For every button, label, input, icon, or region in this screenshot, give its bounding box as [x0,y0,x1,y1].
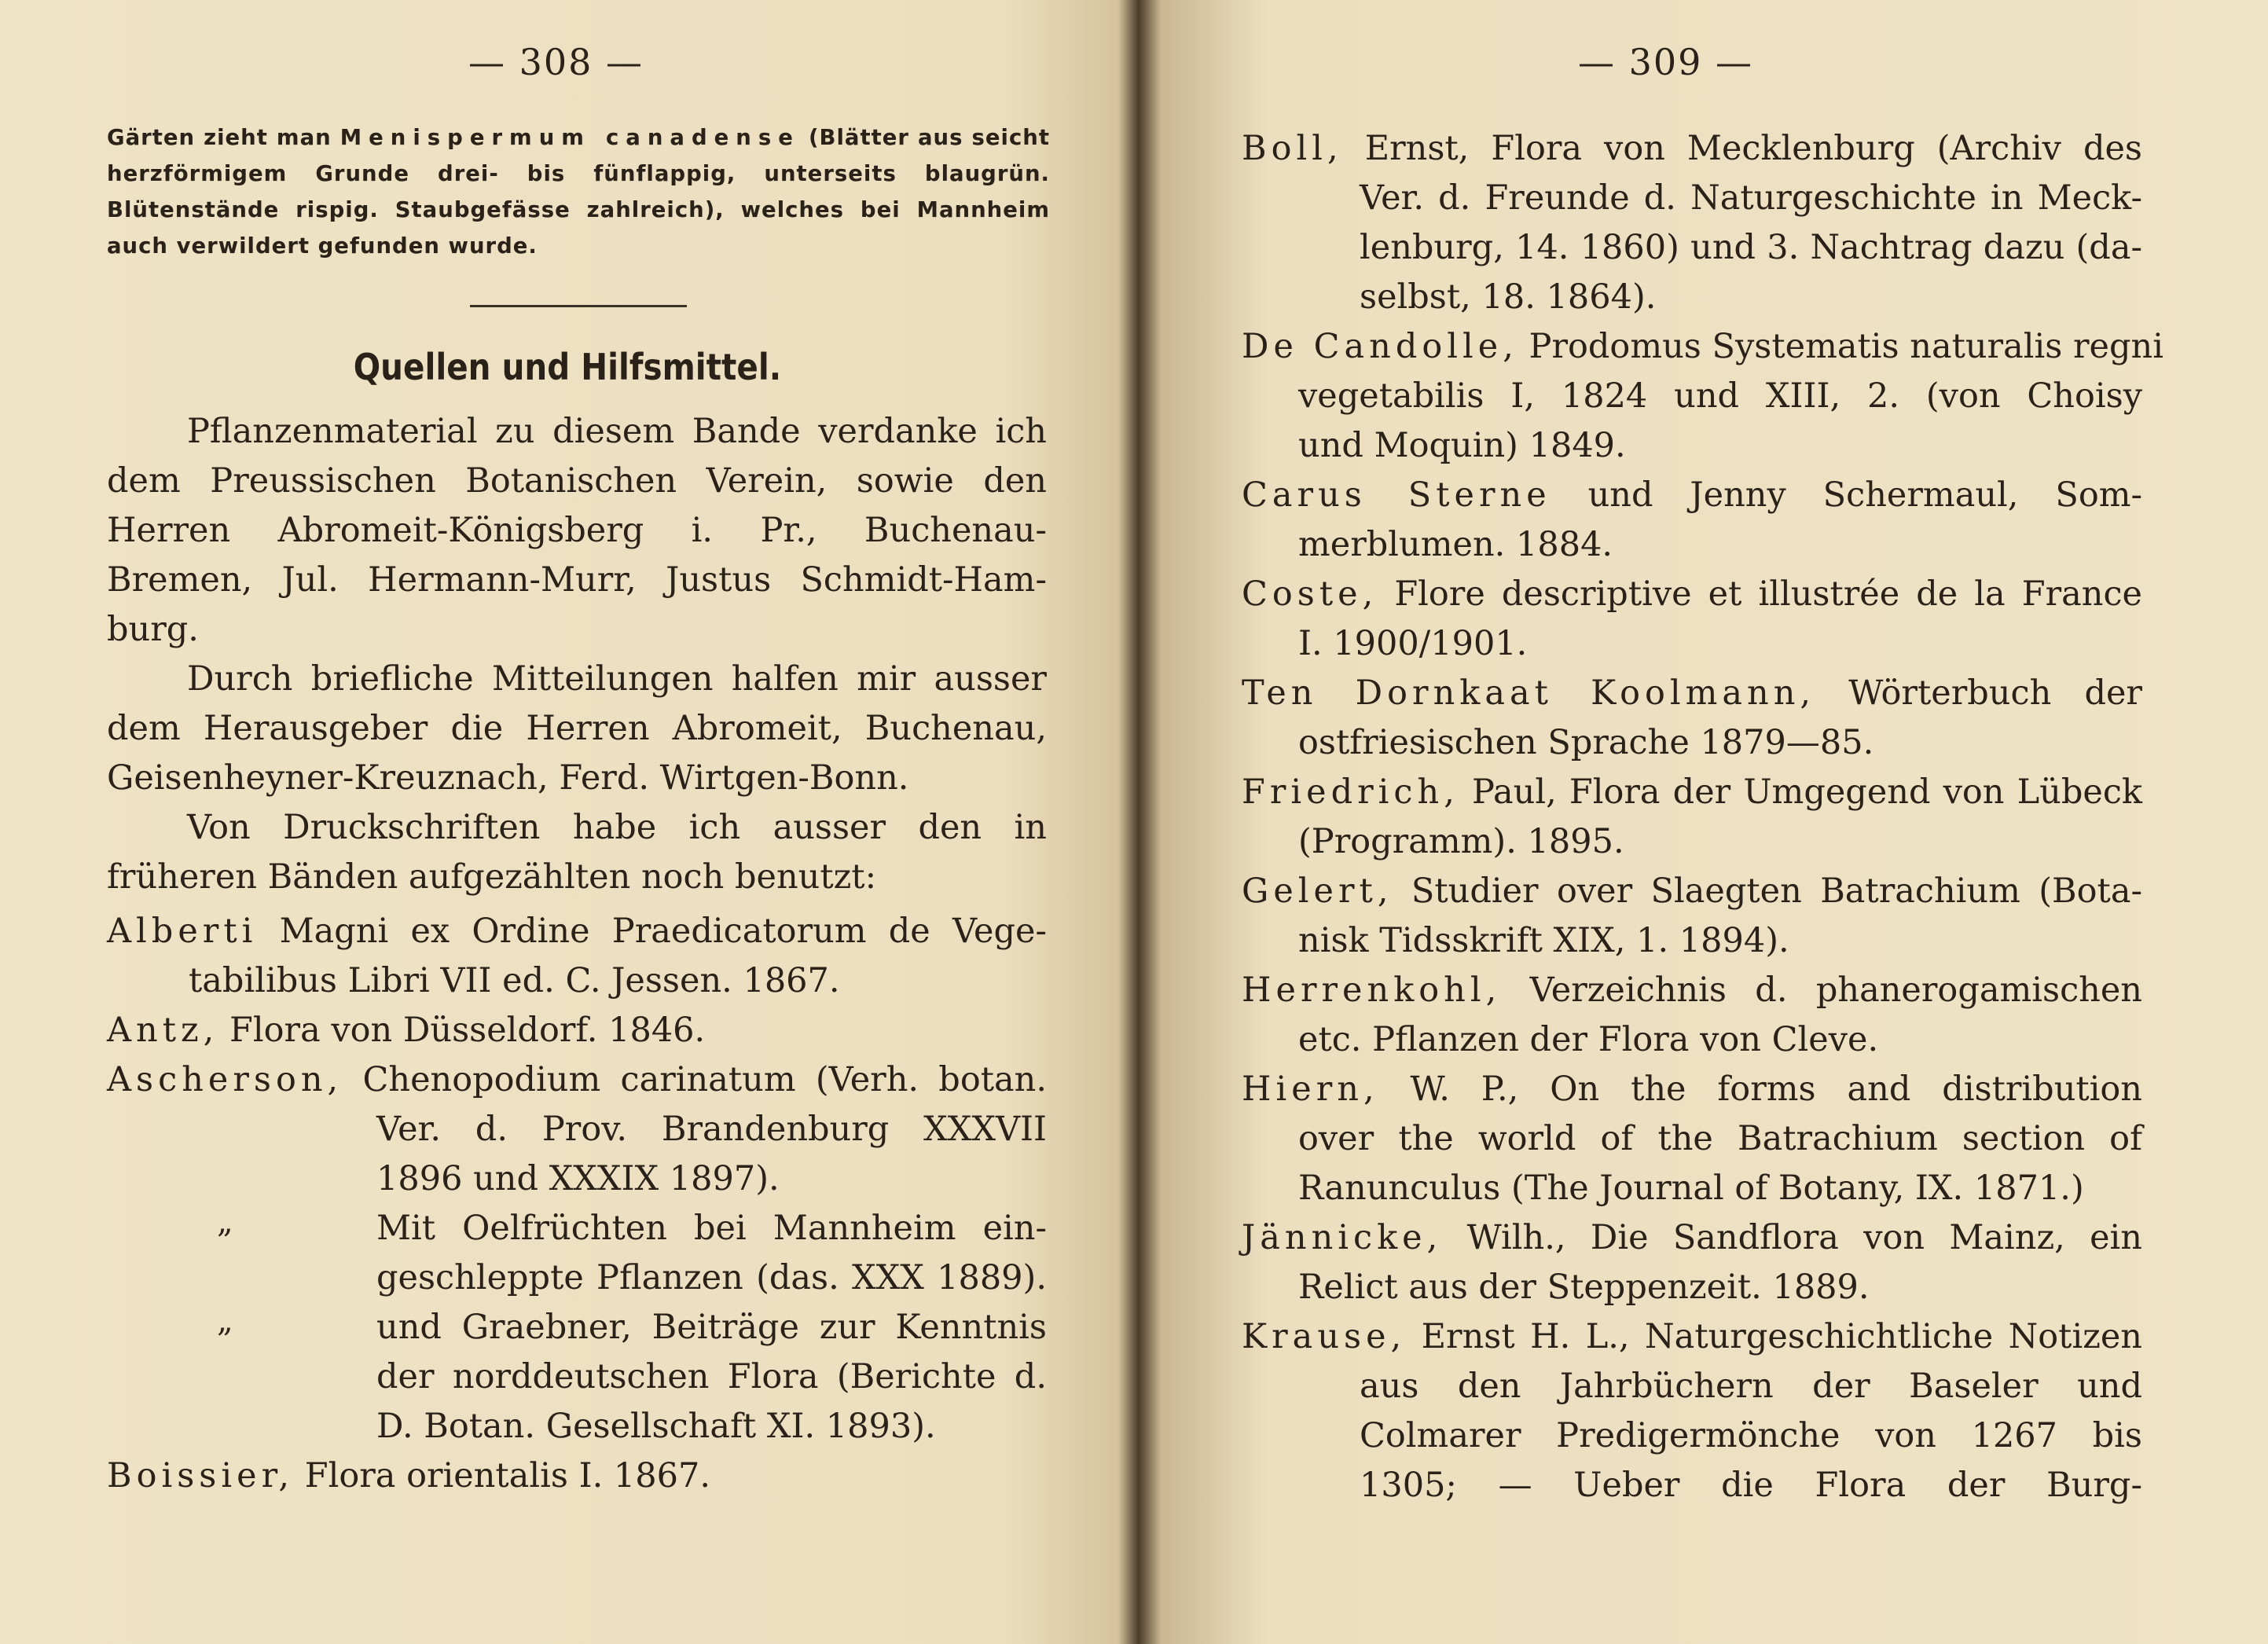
reference-line: De Candolle, Prodomus Systematis naturalis regni [1242,327,2163,366]
reference-line: Friedrich, Paul, Flora der Umgegend von Lübeck [1242,772,2142,812]
left-body-text [107,407,1047,1501]
reference-line: Ver. d. Prov. Brandenburg XXXVII [376,1110,1047,1149]
left-page [0,0,1132,1644]
reference-line: vegetabilis I, 1824 und XIII, 2. (von Choisy [1298,376,2142,416]
reference-line: der norddeutschen Flora (Berichte d. [376,1357,1047,1396]
reference-line: Coste, Flore descriptive et illustrée de la France [1242,574,2142,614]
reference-line: selbst, 18. 1864). [1360,277,1657,317]
reference-line: 1896 und XXXIX 1897). [376,1159,780,1198]
reference-author: Boissier, [107,1456,295,1495]
reference-line: und Moquin) 1849. [1298,426,1626,465]
reference-line: Relict aus der Steppenzeit. 1889. [1298,1268,1870,1307]
right-page [1147,0,2268,1644]
reference-author: Ascherson, [107,1060,343,1099]
reference-author: Carus Sterne [1242,475,1551,515]
text-line: dem Herausgeber die Herren Abromeit, Buchenau, [107,709,1047,748]
reference-line: D. Botan. Gesellschaft XI. 1893). [376,1407,936,1446]
reference-line: 1305; — Ueber die Flora der Burg- [1360,1466,2142,1505]
reference-line: ostfriesischen Sprache 1879—85. [1298,723,1874,762]
text-line: Herren Abromeit-Königsberg i. Pr., Buchenau- [107,511,1047,550]
text-line: Pflanzenmaterial zu diesem Bande verdanke ich [187,412,1047,451]
reference-line: Hiern, W. P., On the forms and distribution [1242,1070,2143,1109]
reference-line: Gelert, Studier over Slaegten Batrachium (Bota- [1242,872,2142,911]
reference-author: Antz, [107,1011,219,1050]
text-line: burg. [107,610,199,649]
ditto-mark: „ [217,1204,233,1240]
reference-line: Boll, Ernst, Flora von Mecklenburg (Archiv des [1242,129,2142,168]
text-line: Durch briefliche Mitteilungen halfen mir ausser [187,659,1047,699]
reference-ditto [107,1303,1047,1451]
reference-author: Coste, [1242,574,1378,614]
footnote-line: Gärten zieht man Menispermum canadense (Blätter aus seicht [107,125,1050,150]
text-line: Bremen, Jul. Hermann-Murr, Justus Schmidt-Ham- [107,560,1047,600]
reference-line: Carus Sterne und Jenny Schermaul, Som- [1242,475,2143,515]
text-line: früheren Bänden aufgezählten noch benutzt: [107,857,877,897]
reference-author: De Candolle, [1242,327,1518,366]
reference-line: Antz, Flora von Düsseldorf. 1846. [107,1011,706,1050]
reference-author: Alberti [107,912,258,951]
reference-line: Ver. d. Freunde d. Naturgeschichte in Meck- [1360,178,2142,218]
reference-line: tabilibus Libri VII ed. C. Jessen. 1867. [189,961,840,1000]
reference-line: over the world of the Batrachium section of [1298,1119,2142,1158]
ditto-mark: „ [217,1303,233,1339]
reference-line: Alberti Magni ex Ordine Praedicatorum de Vege- [107,912,1047,951]
right-body-text [1242,124,2163,1510]
text-line: Von Druckschriften habe ich ausser den in [187,808,1047,847]
reference-author: Krause, [1242,1317,1407,1356]
reference-line: nisk Tidsskrift XIX, 1. 1894). [1298,921,1789,960]
text-line: Geisenheyner-Kreuznach, Ferd. Wirtgen-Bonn. [107,758,909,798]
page-number: — 308 — [468,41,644,83]
reference-line: geschleppte Pflanzen (das. XXX 1889). [376,1258,1047,1297]
reference-author: Hiern, [1242,1070,1379,1109]
reference-line: Colmarer Predigermönche von 1267 bis [1360,1416,2142,1455]
reference-line: Jännicke, Wilh., Die Sandflora von Mainz, ein [1242,1218,2142,1257]
reference-line: Ranunculus (The Journal of Botany, IX. 1871.) [1298,1169,2084,1208]
section-heading: Quellen und Hilfsmittel. [353,346,782,388]
reference-line: Boissier, Flora orientalis I. 1867. [107,1456,711,1495]
reference-author: Jännicke, [1242,1218,1443,1257]
footnote-line: auch verwildert gefunden wurde. [107,233,538,259]
reference-line: Mit Oelfrüchten bei Mannheim ein- [376,1209,1047,1248]
reference-line: aus den Jahrbüchern der Baseler und [1360,1367,2142,1406]
text-line: dem Preussischen Botanischen Verein, sowie den [107,461,1047,501]
reference-author: Friedrich, [1242,772,1459,812]
reference-line: Ascherson, Chenopodium carinatum (Verh. botan. [107,1060,1048,1099]
reference-author: Ten Dornkaat Koolmann, [1242,673,1816,713]
reference-line: Herrenkohl, Verzeichnis d. phanerogamischen [1242,971,2142,1010]
reference-author: Herrenkohl, [1242,971,1502,1010]
footnote [107,119,1050,264]
page-number: — 309 — [1578,41,1754,83]
reference-line: merblumen. 1884. [1298,525,1613,564]
reference-line: Ten Dornkaat Koolmann, Wörterbuch der [1242,673,2142,713]
reference-author: Boll, [1242,129,1343,168]
reference-ditto [107,1204,1047,1303]
reference-line: und Graebner, Beiträge zur Kenntnis [376,1308,1047,1347]
section-divider [470,305,687,307]
reference-line: lenburg, 14. 1860) und 3. Nachtrag dazu (da- [1360,228,2142,267]
footnote-line: Blütenstände rispig. Staubgefässe zahlreich), welches bei Mannheim [107,197,1050,222]
reference-author: Gelert, [1242,872,1393,911]
reference-line: (Programm). 1895. [1298,822,1624,861]
reference-line: I. 1900/1901. [1298,624,1528,663]
reference-line: etc. Pflanzen der Flora von Cleve. [1298,1020,1879,1059]
reference-line: Krause, Ernst H. L., Naturgeschichtliche Notizen [1242,1317,2142,1356]
footnote-line: herzförmigem Grunde drei- bis fünflappig, unterseits blaugrün. [107,161,1050,186]
